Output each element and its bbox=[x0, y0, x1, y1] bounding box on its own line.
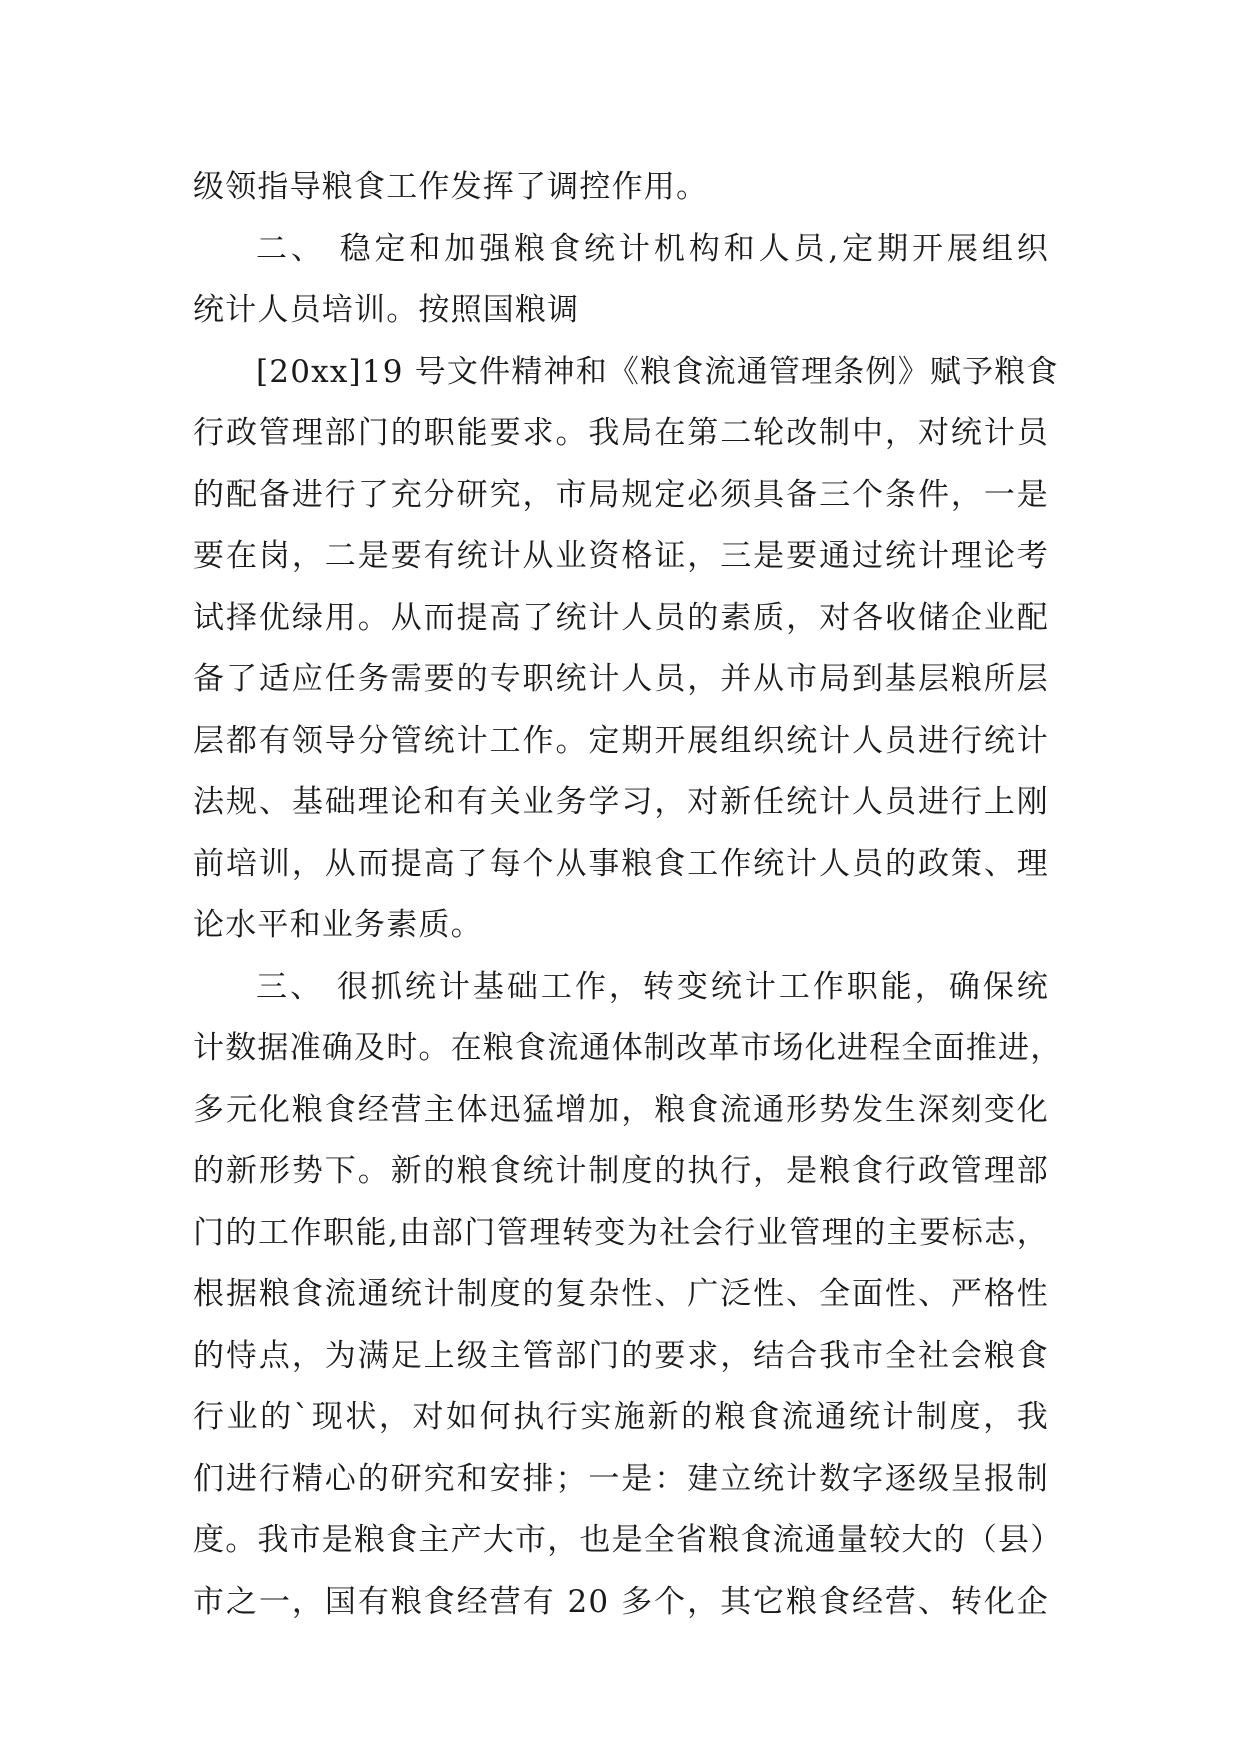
text-line: 法规、基础理论和有关业务学习，对新任统计人员进行上刚 bbox=[193, 784, 1049, 820]
text-line: 要在岗，二是要有统计从业资格证，三是要通过统计理论考 bbox=[193, 538, 1049, 574]
text-line: 计数据准确及时。在粮食流通体制改革市场化进程全面推进， bbox=[193, 1030, 1063, 1066]
text-line: 前培训，从而提高了每个从事粮食工作统计人员的政策、理 bbox=[193, 845, 1049, 882]
text-line: 门的工作职能,由部门管理转变为社会行业管理的主要标志， bbox=[193, 1214, 1049, 1251]
text-line: 度。我市是粮食主产大市，也是全省粮食流通量较大的（县） bbox=[193, 1522, 1063, 1558]
text-line: 层都有领导分管统计工作。定期开展组织统计人员进行统计 bbox=[193, 722, 1049, 759]
section-heading-line: 三、 很抓统计基础工作，转变统计工作职能，确保统 bbox=[256, 968, 1049, 1005]
text-line: 根据粮食流通统计制度的复杂性、广泛性、全面性、严格性 bbox=[193, 1276, 1049, 1312]
section-heading-line: 二、 稳定和加强粮食统计机构和人员,定期开展组织 bbox=[256, 230, 1049, 267]
body-text bbox=[193, 157, 1063, 1633]
text-line: 级领指导粮食工作发挥了调控作用。 bbox=[193, 169, 709, 205]
text-line: [20xx]19 号文件精神和《粮食流通管理条例》赋予粮食 bbox=[256, 353, 1059, 390]
text-line: 市之一，国有粮食经营有 20 多个，其它粮食经营、转化企 bbox=[193, 1583, 1049, 1620]
text-line: 备了适应任务需要的专职统计人员，并从市局到基层粮所层 bbox=[193, 661, 1049, 697]
text-line: 们进行精心的研究和安排；一是：建立统计数字逐级呈报制 bbox=[193, 1460, 1049, 1497]
text-line: 行政管理部门的职能要求。我局在第二轮改制中，对统计员 bbox=[193, 415, 1049, 451]
text-line: 多元化粮食经营主体迅猛增加，粮食流通形势发生深刻变化 bbox=[193, 1091, 1049, 1128]
text-line: 统计人员培训。按照国粮调 bbox=[193, 292, 580, 328]
text-line: 的新形势下。新的粮食统计制度的执行，是粮食行政管理部 bbox=[193, 1153, 1049, 1189]
text-line: 试择优绿用。从而提高了统计人员的素质，对各收储企业配 bbox=[193, 599, 1049, 636]
text-line: 论水平和业务素质。 bbox=[193, 907, 483, 943]
text-line: 的配备进行了充分研究，市局规定必须具备三个条件，一是 bbox=[193, 476, 1049, 513]
text-line: 的恃点，为满足上级主管部门的要求，结合我市全社会粮食 bbox=[193, 1337, 1049, 1374]
text-line: 行业的`现状，对如何执行实施新的粮食流通统计制度，我 bbox=[193, 1399, 1049, 1435]
